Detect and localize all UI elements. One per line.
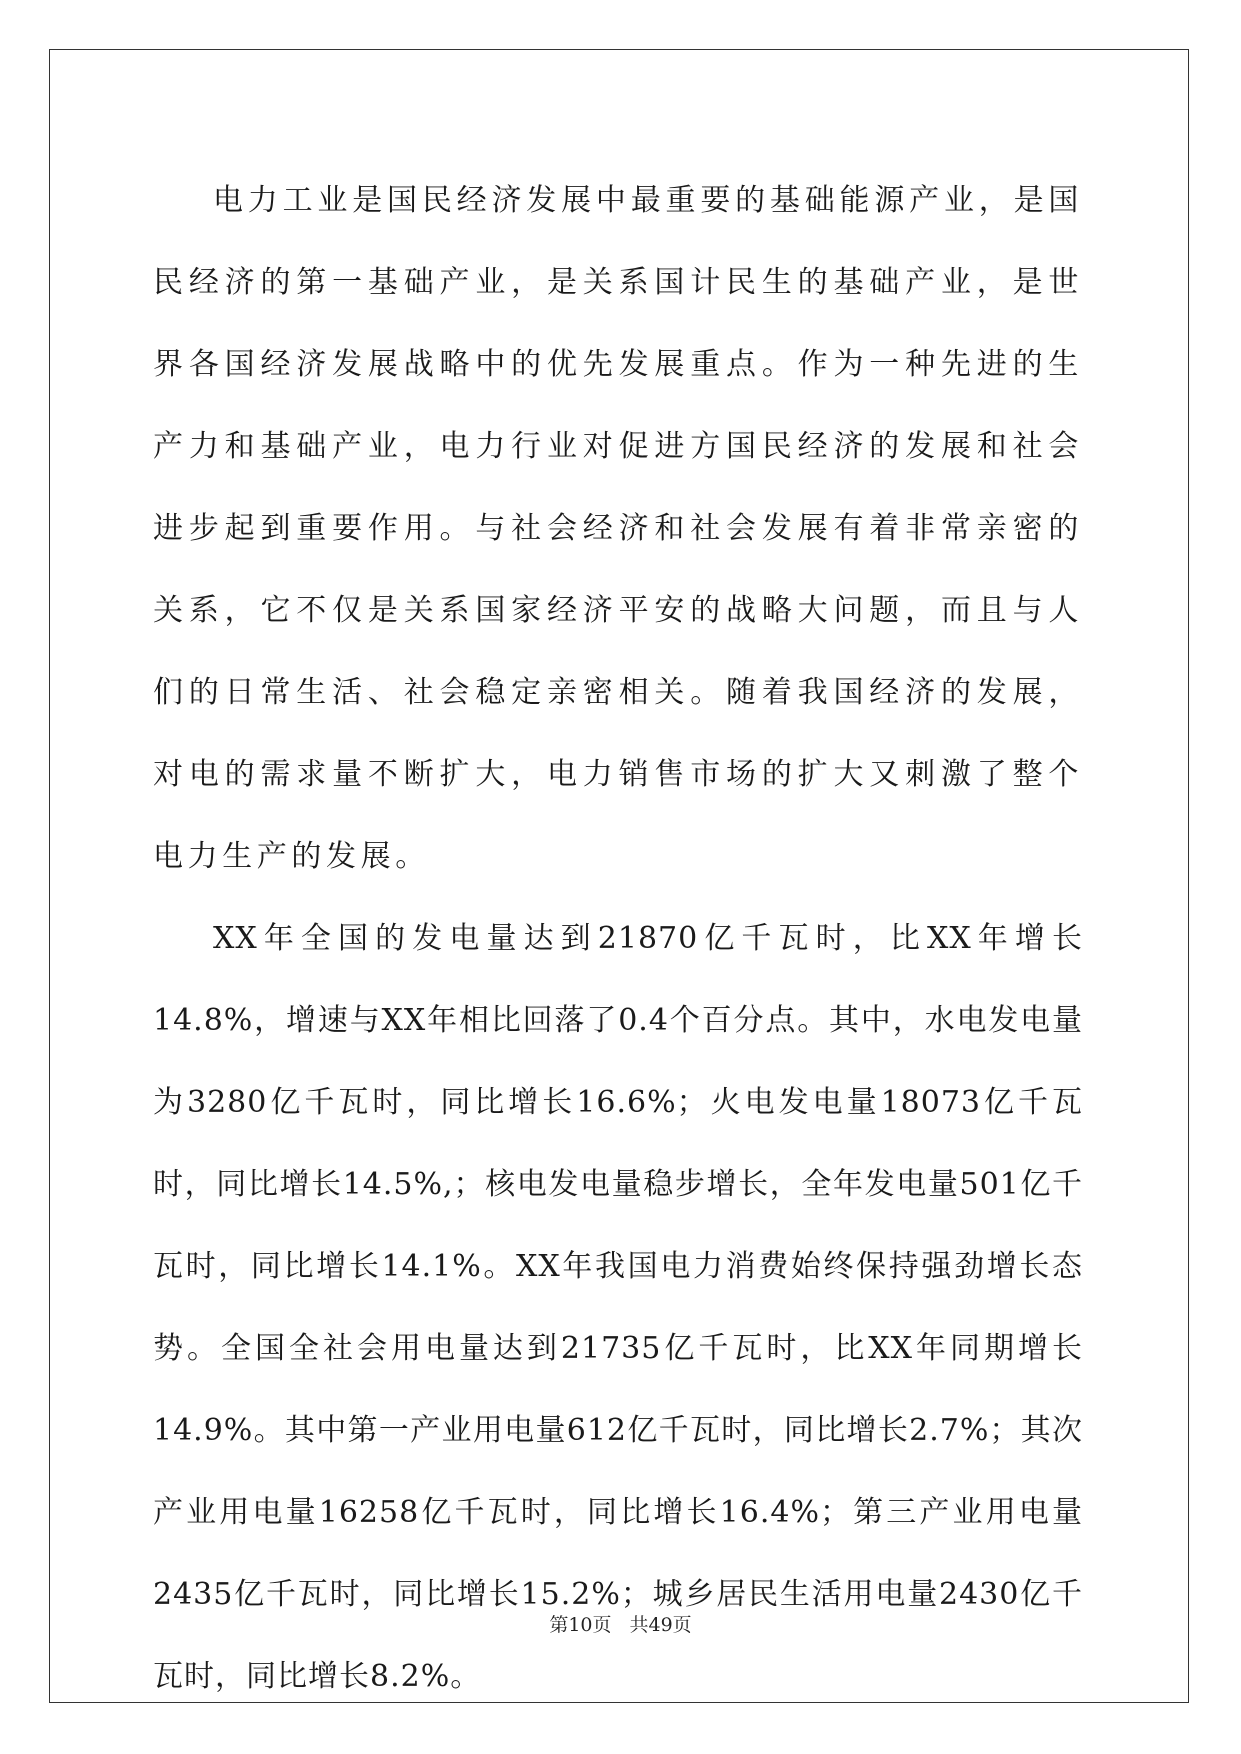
page-number: 第10页	[549, 1614, 612, 1636]
paragraph-1: 电力工业是国民经济发展中最重要的基础能源产业，是国民经济的第一基础产业，是关系国计民生的基础产业，是世界各国经济发展战略中的优先发展重点。作为一种先进的生产力和基础产业，电力行业对促进方国民经济的发展和社会进步起到重要作用。与社会经济和社会发展有着非常亲密的关系，它不仅是关系国家经济平安的战略大问题，而且与人们的日常生活、社会稳定亲密相关。随着我国经济的发展，对电的需求量不断扩大，电力销售市场的扩大又刺激了整个电力生产的发展。	[153, 183, 1083, 874]
page-total: 共49页	[629, 1614, 692, 1636]
paragraph-2: XX年全国的发电量达到21870亿千瓦时，比XX年增长14.8%，增速与XX年相比回落了0.4个百分点。其中，水电发电量为3280亿千瓦时，同比增长16.6%；火电发电量18073亿千瓦时，同比增长14.5%,；核电发电量稳步增长，全年发电量501亿千瓦时，同比增长14.1%。XX年我国电力消费始终保持强劲增长态势。全国全社会用电量达到21735亿千瓦时，比XX年同期增长14.9%。其中第一产业用电量612亿千瓦时，同比增长2.7%；其次产业用电量16258亿千瓦时，同比增长16.4%；第三产业用电量2435亿千瓦时，同比增长15.2%；城乡居民生活用电量2430亿千瓦时，同比增长8.2%。	[153, 921, 1083, 1694]
document-body	[153, 160, 1083, 1718]
page-footer	[0, 1610, 1241, 1637]
